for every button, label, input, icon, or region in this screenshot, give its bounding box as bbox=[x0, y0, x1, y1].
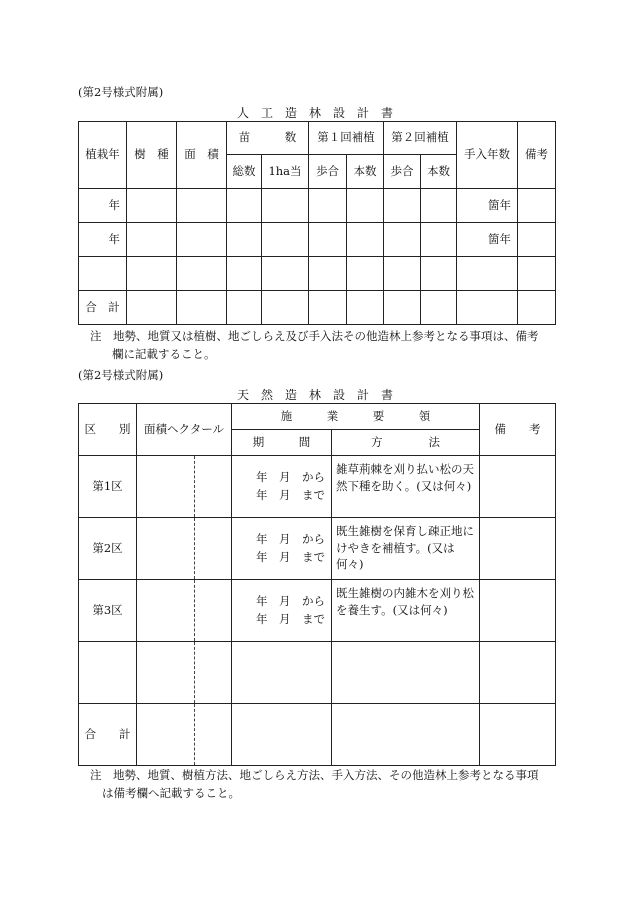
artificial-afforestation-table bbox=[78, 121, 556, 325]
form1-note-line1: 注 地勢、地質又は植樹、地ごしらえ及び手入法その他造林上参考となる事項は、備考 bbox=[90, 329, 539, 343]
col-replant-2: 第２回補植 bbox=[384, 122, 457, 155]
form2-note-line2: は備考欄へ記載すること。 bbox=[102, 786, 240, 801]
care-years-cell: 箇年 bbox=[457, 189, 518, 223]
col-total-count: 総数 bbox=[227, 155, 262, 189]
col-species: 樹 種 bbox=[127, 122, 177, 189]
table-row bbox=[79, 642, 556, 704]
period-from: 年 月 から bbox=[256, 594, 326, 609]
col-count-1: 本数 bbox=[347, 155, 384, 189]
year-cell: 年 bbox=[79, 189, 127, 223]
period-from: 年 月 から bbox=[256, 532, 326, 547]
col-method: 方 法 bbox=[332, 430, 480, 456]
period-cell bbox=[232, 456, 332, 518]
col-planting-year: 植栽年 bbox=[79, 122, 127, 189]
period-from: 年 月 から bbox=[256, 470, 326, 485]
form1-note-line2: 欄に記載すること。 bbox=[112, 347, 216, 362]
period-cell bbox=[232, 518, 332, 580]
natural-afforestation-table bbox=[78, 403, 556, 766]
period-to: 年 月 まで bbox=[256, 487, 326, 502]
method-cell: 雑草荊棘を刈り払い松の天然下種を助く。(又は何々) bbox=[336, 462, 475, 493]
method-cell: 既生雑樹の内雑木を刈り松を養生す。(又は何々) bbox=[336, 586, 475, 617]
year-cell: 年 bbox=[79, 223, 127, 257]
form2-title: 天 然 造 林 設 計 書 bbox=[236, 388, 393, 402]
col-count-2: 本数 bbox=[421, 155, 457, 189]
col-replant-1: 第１回補植 bbox=[309, 122, 384, 155]
table-row bbox=[79, 189, 556, 223]
form2-note bbox=[90, 766, 539, 803]
method-cell: 既生雑樹を保育し疎正地にけやきを補植す。(又は何々) bbox=[336, 524, 475, 572]
section-cell: 第2区 bbox=[79, 518, 137, 580]
total-label: 合 計 bbox=[79, 704, 137, 766]
form1-title: 人 工 造 林 設 計 書 bbox=[236, 106, 393, 120]
total-row bbox=[79, 291, 556, 325]
total-label: 合 計 bbox=[79, 291, 127, 325]
table-row bbox=[79, 580, 556, 642]
table-row bbox=[79, 456, 556, 518]
care-years-cell: 箇年 bbox=[457, 223, 518, 257]
form2-header: (第2号様式附属) bbox=[78, 368, 164, 382]
period-to: 年 月 まで bbox=[256, 611, 326, 626]
section-cell: 第1区 bbox=[79, 456, 137, 518]
col-area-hectare: 面積ヘクタール bbox=[137, 404, 232, 456]
form2-note-line1: 注 地勢、地質、樹植方法、地ごしらえ方法、手入方法、その他造林上参考となる事項 bbox=[90, 768, 539, 782]
form1-note bbox=[90, 327, 539, 364]
col-period: 期 間 bbox=[232, 430, 332, 456]
col-care-years: 手入年数 bbox=[457, 122, 518, 189]
table-row bbox=[79, 518, 556, 580]
period-cell bbox=[232, 580, 332, 642]
col-per-ha: 1ha当 bbox=[262, 155, 309, 189]
col-remarks: 備 考 bbox=[480, 404, 556, 456]
col-remarks: 備考 bbox=[518, 122, 556, 189]
table-row bbox=[79, 257, 556, 291]
col-section: 区 別 bbox=[79, 404, 137, 456]
col-area: 面 積 bbox=[177, 122, 227, 189]
table-row bbox=[79, 223, 556, 257]
period-to: 年 月 まで bbox=[256, 549, 326, 564]
col-rate-1: 歩合 bbox=[309, 155, 347, 189]
col-operation-plan: 施 業 要 領 bbox=[232, 404, 480, 430]
total-row bbox=[79, 704, 556, 766]
section-cell: 第3区 bbox=[79, 580, 137, 642]
col-rate-2: 歩合 bbox=[384, 155, 421, 189]
form1-header: (第2号様式附属) bbox=[78, 85, 164, 99]
col-seedlings: 苗 数 bbox=[227, 122, 309, 155]
